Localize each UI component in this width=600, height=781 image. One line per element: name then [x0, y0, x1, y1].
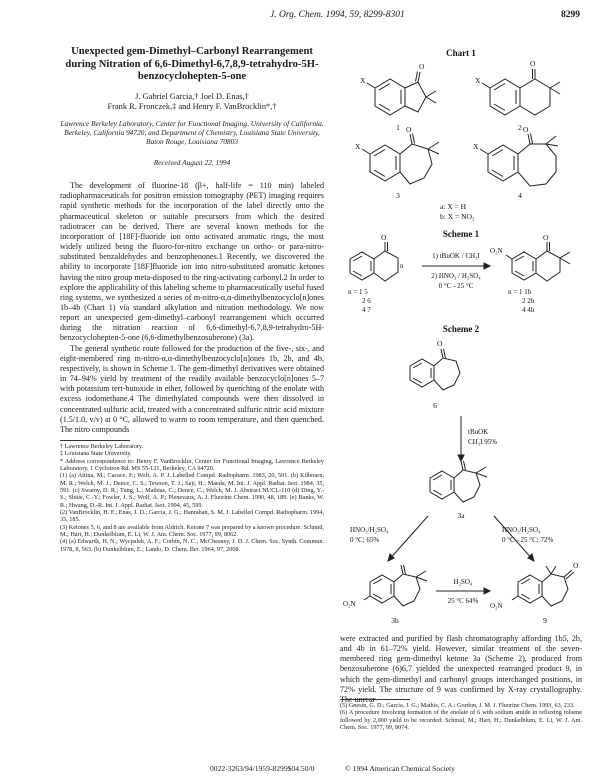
scheme2-heading: Scheme 2 — [442, 324, 480, 334]
authors-line-1: J. Gabriel Garcia,† Joel D. Enas,† — [135, 91, 249, 101]
footnote-separator — [60, 440, 130, 441]
scheme1-conditions: 0 °C - 25 °C — [438, 282, 474, 290]
carbonyl-oxygen-label: O — [419, 62, 425, 71]
chart1-heading: Chart 1 — [446, 48, 476, 58]
footnote: * Address correspondence to: Henry F. VanBrocklin, Center for Functional Imaging, Lawrence Berkeley Laboratory, 1 Cyclotron Rd. MS 55-121, Berkeley, CA 94720. — [60, 457, 324, 473]
footnote: ‡ Louisiana State University. — [60, 450, 132, 458]
footnote: (6) A procedure involving formation of the enolate of 6 with sodium amide in refluxing toluene followed by 2,000 yield to be recorded: Schmid, M.; Hart, H.; Dunkelblum, E. Li, W. J. Am. Chem. Soc. 1977, 99, 8074. — [340, 709, 582, 732]
scheme2-left-conditions: 0 °C; 65% — [350, 536, 380, 544]
nitro-group-label: O₂N — [343, 600, 356, 608]
article-title: Unexpected gem-Dimethyl–Carbonyl Rearrangement during Nitration of 6,6-Dimethyl-6,7,8,9-tetrahydro-5H-benzocyclohepten-5-one — [65, 46, 319, 82]
scheme2-arrowhead-1 — [458, 455, 464, 461]
carbonyl-oxygen-label: O — [543, 233, 549, 242]
footnote: (3) Ketones 5, 6, and 8 are available from Aldrich. Ketone 7 was prepared by a known procedure: Schmid, M.; Hart, H.; Dunkelblum, E. Li, W. J. Am. Chem. Soc. 1977, 99, 8062. — [60, 523, 324, 539]
scheme1-product-structure — [506, 242, 570, 281]
scheme2-bottom-reagent: H₂SO₄ — [453, 578, 473, 586]
copyright-notice: © 1994 American Chemical Society — [345, 764, 455, 773]
scheme1-arrowhead — [484, 263, 490, 269]
compound-1-structure — [367, 72, 436, 116]
compound-label-3b: 3b — [391, 616, 399, 625]
body-paragraph-1: The development of fluorine-18 (β+, half-life = 110 min) labeled radiopharmaceuticals for positron emission tomography (PET) imaging requires rapid synthetic methods for the incorporation of the label directly onto the pharmaceutical skeleton or suitable precursors from which the desired radiotracer can be derived. There are several known methods for the incorporation of [18F]-fluoride ion onto activated aromatic rings, the most widely utilized being the fluoro-for-nitro exchange on ortho- or para-nitro-substituted benzaldehydes and benzophenones.1 Recently, we discovered the ability to incorporate [18F]fluoride ion into nitro-substituted aromatic ketones having the nitro group meta-disposed to the ring-activating carbonyl.2 In order to explore the applicability of this labeling scheme to pharmaceutically useful fused ring systems, we synthesized a series of m-nitro-α,α-dimethylbenzocyclo[n]ones 1b–4b (Chart 1) via standard alkylation and nitration methodology. We now report an unexpected gem-dimethyl–carbonyl rearrangement which occurred during the nitration reaction of 6,6-dimethyl-6,7,8,9-tetrahydro-5H-benzocyclohepten-5-one (6,6-dimethylbenzosuberone) (3a). — [60, 181, 324, 343]
scheme2-arrow-left — [388, 516, 428, 561]
scheme1-heading: Scheme 1 — [442, 229, 480, 239]
compound-label-4: 4 — [518, 191, 522, 200]
substituent-x-label: X — [475, 76, 481, 85]
compound-label-6: 6 — [433, 401, 437, 410]
running-head — [0, 8, 600, 24]
article-body — [60, 181, 324, 435]
footnote: † Lawrence Berkeley Laboratory. — [60, 443, 144, 451]
scheme2-bottom-conditions: 25 °C 64% — [447, 597, 479, 605]
scheme1-right-row-3: 4 4b — [522, 306, 535, 314]
footnote: (2) VanBrocklin, H. F.; Enas, J. D.; Garcia, J. G.; Hanrahan, S. M. J. Labelled Compd. Radiopharm. 1994, 35, 185. — [60, 509, 324, 524]
page-number: 8299 — [561, 10, 580, 20]
scheme1-right-row-1: n = 1 1b — [508, 288, 532, 296]
scheme1-left-row-2: 2 6 — [362, 297, 371, 305]
substituent-x-label: X — [473, 142, 479, 151]
right-column-body: were extracted and purified by flash chromatography affording 1b5, 2b, and 4b in 61–72% yield. However, similar treatment of the seven-membered ring gem-dimethyl ketone 3a (Scheme 2), produced from benzosuberone (6)6,7 yielded the unexpected rearranged product 9, in which the gem-dimethyl and carbonyl groups interchanged positions, in 72% yield. The structure of 9 was confirmed by X-ray crystallography. The unrear- — [340, 634, 582, 704]
right-column — [340, 46, 582, 766]
scheme1-left-row-3: 4 7 — [362, 306, 371, 314]
scheme2-left-reagent: HNO₃/H₂SO₄ — [350, 526, 389, 534]
footnote-separator — [340, 699, 410, 700]
compound-3-structure — [362, 134, 439, 185]
footnotes-left — [60, 443, 324, 553]
footnote: (5) Gnesin, G. D.; Garcia, J. G.; Mathis, C. A.; Gordon, J. M. J. Fluorine Chem. 1993, 63, 233. — [340, 702, 575, 709]
footnotes-right — [340, 699, 582, 731]
compound-label-1: 1 — [396, 123, 400, 132]
compound-label-3a: 3a — [457, 511, 465, 520]
author-list — [60, 92, 324, 113]
affiliation: Lawrence Berkeley Laboratory, Center for Functional Imaging, University of California, Berkeley, California 94720, and Department of Chemistry, Louisiana State University, Baton Rouge, Louisiana 70803 — [60, 118, 324, 146]
scheme2-right-conditions: 0 °C - 25 °C; 72% — [502, 536, 554, 544]
ring-size-n-label: n — [400, 262, 404, 270]
scheme1-reactant-structure — [350, 242, 398, 281]
compound-3b-structure — [364, 565, 427, 606]
carbonyl-oxygen-label: O — [573, 561, 579, 570]
scheme1-right-row-2: 2 2b — [522, 297, 535, 305]
legend-b: b: X = NO₂ — [440, 212, 475, 221]
compound-6-structure — [410, 349, 460, 390]
authors-line-2: Frank R. Fronczek,‡ and Henry F. VanBrocklin*,† — [107, 102, 277, 111]
legend-a: a: X = H — [440, 202, 467, 211]
received-date: Received August 22, 1994 — [153, 158, 231, 168]
scheme2-reagent-1: tBuOK — [468, 428, 489, 436]
scheme1-reagent-2: 2) HNO₃ / H₂SO₄ — [431, 272, 481, 280]
carbonyl-oxygen-label: O — [530, 59, 536, 68]
nitro-group-label: O₂N — [490, 602, 503, 610]
substituent-x-label: X — [360, 76, 366, 85]
carbonyl-oxygen-label: O — [406, 125, 412, 134]
footnote: (1) (a) Attina, M.; Cacace, F.; Wolf, A. P. J. Labelled Compd. Radiopharm. 1983, 20, 501. (b) Kilbourn, M. R.; Welch, M. J.; Dence, C. S.; Tewson, T. J.; Saji, H.; Maeda, M. Int. J. Appl. Radiat. Isot. 1984, 35, 591. (c) Swamy, D. R.; Tung, L.; Mathias, C.; Dence, C.; Welch, M. J. Abstract NUCL-110 (d) Ding, Y.-S.; Shiue, C.-Y.; Fowler, J. S.; Wolf, A. P.; Plenevaux, A. J. Fluorine Chem. 1990, 48, 189. (e) Banks, W. R.; Hwang, D.-R. Int. J. Appl. Radiat. Isot. 1994, 45, 599. — [60, 472, 324, 509]
carbonyl-oxygen-label: O — [437, 339, 443, 348]
left-column — [60, 46, 324, 553]
footnote: (4) (a) Edwards, H. N.; Wycpalek, A. F.; Corbin, N. C.; McChesney, J. D. J. Chem. Soc. Synth. Commun. 1978, 8, 563. (b) Dunkelblum, E.; Lando, D. Chem. Ber. 1964, 97, 2008. — [60, 538, 324, 553]
compound-label-2: 2 — [518, 123, 522, 132]
scheme2-right-reagent: HNO₃/H₂SO₄ — [502, 526, 541, 534]
carbonyl-oxygen-label: O — [523, 125, 529, 134]
chart-and-schemes-figure — [340, 46, 582, 631]
compound-3a-structure — [430, 461, 487, 502]
scheme2-reagent-1-conditions: CH₃I 95% — [468, 438, 498, 446]
substituent-x-label: X — [355, 142, 361, 151]
scheme2-arrowhead-bottom — [484, 588, 490, 594]
scheme1-left-row-1: n = 1 5 — [348, 288, 368, 296]
body-paragraph-2: The general synthetic route followed for the production of the five-, six-, and eight-membered ring m-nitro-α,α-dimethylbenzocyclo[n]ones 1b, 2b, and 4b, respectively, is shown in Scheme 1. The gem-dimethyl derivatives were obtained in 74–94% yield by treatment of the readily available benzocyclo[n]ones 5–7 with potassium tert-butoxide in ether, followed by quenching of the enolate with excess iodomethane.4 The dimethylated compounds were then dissolved in concentrated sulfuric acid, treated with a concentrated sulfuric nitric acid mixture (1.5/1.0, v/v) at 0 °C, allowed to warm to room temperature, and then quenched. The nitro compounds — [60, 343, 324, 434]
nitro-group-label: O₂N — [490, 247, 503, 255]
compound-9-structure — [512, 566, 574, 606]
issn-code: 0022-3263/94/1959-8299$04.50/0 — [210, 764, 315, 773]
journal-reference: J. Org. Chem. 1994, 59, 8299-8301 — [270, 10, 405, 20]
compound-label-9: 9 — [543, 616, 547, 625]
compound-2-structure — [482, 69, 560, 115]
compound-label-3: 3 — [396, 191, 400, 200]
compound-4-structure — [480, 134, 558, 187]
carbonyl-oxygen-label: O — [381, 233, 387, 242]
scheme1-reagent-1: 1) tBuOK / CH₃I — [432, 252, 480, 260]
